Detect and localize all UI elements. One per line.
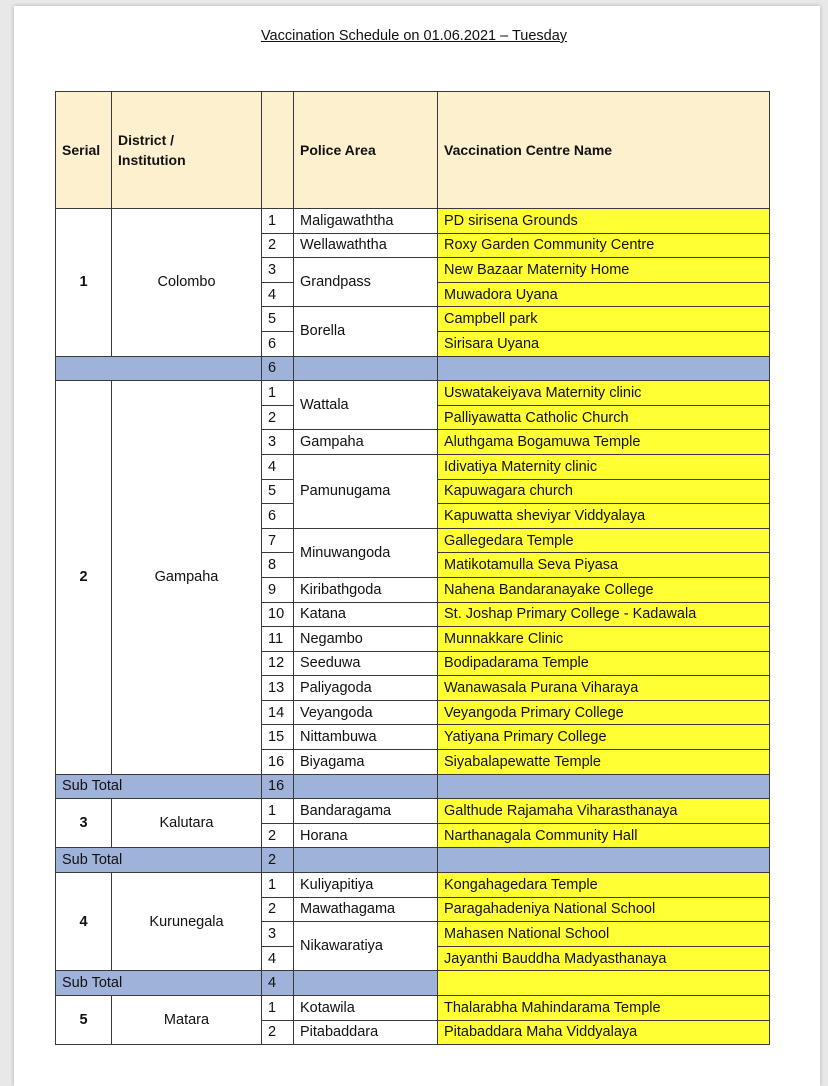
subtotal-count: 6 xyxy=(262,356,294,381)
police-area-cell: Pamunugama xyxy=(294,454,438,528)
serial-cell: 4 xyxy=(56,873,112,971)
row-number: 16 xyxy=(262,750,294,775)
centre-name-cell: Muwadora Uyana xyxy=(438,282,770,307)
serial-cell: 3 xyxy=(56,799,112,848)
subtotal-label: Sub Total xyxy=(56,971,262,996)
page-title: Vaccination Schedule on 01.06.2021 – Tuesday xyxy=(260,28,568,44)
row-number: 13 xyxy=(262,676,294,701)
subtotal-label: Sub Total xyxy=(56,774,262,799)
centre-name-cell: Roxy Garden Community Centre xyxy=(438,233,770,258)
police-area-cell: Wellawaththa xyxy=(294,233,438,258)
subtotal-label: Sub Total xyxy=(56,848,262,873)
district-cell: Matara xyxy=(112,996,262,1045)
police-area-cell: Biyagama xyxy=(294,750,438,775)
table-row xyxy=(56,799,770,824)
subtotal-blank xyxy=(438,971,770,996)
row-number: 4 xyxy=(262,282,294,307)
row-number: 7 xyxy=(262,528,294,553)
row-number: 6 xyxy=(262,504,294,529)
centre-name-cell: Jayanthi Bauddha Madyasthanaya xyxy=(438,946,770,971)
subtotal-row xyxy=(56,774,770,799)
row-number: 9 xyxy=(262,577,294,602)
row-number: 2 xyxy=(262,823,294,848)
centre-name-cell: Mahasen National School xyxy=(438,922,770,947)
centre-name-cell: Aluthgama Bogamuwa Temple xyxy=(438,430,770,455)
subtotal-label xyxy=(56,356,262,381)
header-district xyxy=(112,92,262,209)
header-district-line2: Institution xyxy=(118,152,186,168)
police-area-cell: Bandaragama xyxy=(294,799,438,824)
centre-name-cell: Munnakkare Clinic xyxy=(438,627,770,652)
subtotal-row xyxy=(56,971,770,996)
header-centre-name: Vaccination Centre Name xyxy=(438,92,770,209)
centre-name-cell: Bodipadarama Temple xyxy=(438,651,770,676)
police-area-cell: Kiribathgoda xyxy=(294,577,438,602)
police-area-cell: Maligawaththa xyxy=(294,209,438,234)
police-area-cell: Veyangoda xyxy=(294,700,438,725)
police-area-cell: Nittambuwa xyxy=(294,725,438,750)
police-area-cell: Negambo xyxy=(294,627,438,652)
table-row xyxy=(56,209,770,234)
serial-cell: 2 xyxy=(56,381,112,775)
district-cell: Colombo xyxy=(112,209,262,357)
header-serial: Serial xyxy=(56,92,112,209)
district-cell: Kalutara xyxy=(112,799,262,848)
police-area-cell: Kuliyapitiya xyxy=(294,873,438,898)
police-area-cell: Seeduwa xyxy=(294,651,438,676)
subtotal-blank xyxy=(294,356,438,381)
row-number: 12 xyxy=(262,651,294,676)
row-number: 1 xyxy=(262,799,294,824)
subtotal-blank xyxy=(294,971,438,996)
centre-name-cell: Matikotamulla Seva Piyasa xyxy=(438,553,770,578)
subtotal-blank xyxy=(294,848,438,873)
row-number: 5 xyxy=(262,479,294,504)
centre-name-cell: Narthanagala Community Hall xyxy=(438,823,770,848)
police-area-cell: Wattala xyxy=(294,381,438,430)
police-area-cell: Pitabaddara xyxy=(294,1020,438,1045)
centre-name-cell: Gallegedara Temple xyxy=(438,528,770,553)
row-number: 1 xyxy=(262,381,294,406)
police-area-cell: Kotawila xyxy=(294,996,438,1021)
police-area-cell: Grandpass xyxy=(294,258,438,307)
police-area-cell: Gampaha xyxy=(294,430,438,455)
serial-cell: 5 xyxy=(56,996,112,1045)
serial-cell: 1 xyxy=(56,209,112,357)
subtotal-row xyxy=(56,356,770,381)
centre-name-cell: Uswatakeiyava Maternity clinic xyxy=(438,381,770,406)
row-number: 3 xyxy=(262,258,294,283)
row-number: 15 xyxy=(262,725,294,750)
centre-name-cell: St. Joshap Primary College - Kadawala xyxy=(438,602,770,627)
district-cell: Kurunegala xyxy=(112,873,262,971)
row-number: 10 xyxy=(262,602,294,627)
subtotal-count: 2 xyxy=(262,848,294,873)
subtotal-blank xyxy=(294,774,438,799)
centre-name-cell: Siyabalapewatte Temple xyxy=(438,750,770,775)
police-area-cell: Minuwangoda xyxy=(294,528,438,577)
subtotal-count: 16 xyxy=(262,774,294,799)
row-number: 2 xyxy=(262,233,294,258)
subtotal-row xyxy=(56,848,770,873)
subtotal-count: 4 xyxy=(262,971,294,996)
centre-name-cell: Yatiyana Primary College xyxy=(438,725,770,750)
centre-name-cell: Thalarabha Mahindarama Temple xyxy=(438,996,770,1021)
table-row xyxy=(56,873,770,898)
schedule-table xyxy=(55,91,770,1045)
header-district-line1: District / xyxy=(118,132,175,148)
row-number: 8 xyxy=(262,553,294,578)
centre-name-cell: Pitabaddara Maha Viddyalaya xyxy=(438,1020,770,1045)
row-number: 2 xyxy=(262,1020,294,1045)
row-number: 4 xyxy=(262,946,294,971)
table-row xyxy=(56,381,770,406)
row-number: 2 xyxy=(262,405,294,430)
centre-name-cell: Wanawasala Purana Viharaya xyxy=(438,676,770,701)
centre-name-cell: Sirisara Uyana xyxy=(438,331,770,356)
centre-name-cell: Nahena Bandaranayake College xyxy=(438,577,770,602)
centre-name-cell: Idivatiya Maternity clinic xyxy=(438,454,770,479)
row-number: 11 xyxy=(262,627,294,652)
centre-name-cell: Kapuwatta sheviyar Viddyalaya xyxy=(438,504,770,529)
row-number: 6 xyxy=(262,331,294,356)
row-number: 3 xyxy=(262,430,294,455)
row-number: 3 xyxy=(262,922,294,947)
centre-name-cell: Veyangoda Primary College xyxy=(438,700,770,725)
subtotal-blank xyxy=(438,774,770,799)
header-number xyxy=(262,92,294,209)
centre-name-cell: Kongahagedara Temple xyxy=(438,873,770,898)
district-cell: Gampaha xyxy=(112,381,262,775)
centre-name-cell: Palliyawatta Catholic Church xyxy=(438,405,770,430)
row-number: 1 xyxy=(262,209,294,234)
subtotal-blank xyxy=(438,848,770,873)
centre-name-cell: Campbell park xyxy=(438,307,770,332)
row-number: 1 xyxy=(262,873,294,898)
row-number: 4 xyxy=(262,454,294,479)
centre-name-cell: New Bazaar Maternity Home xyxy=(438,258,770,283)
row-number: 5 xyxy=(262,307,294,332)
subtotal-blank xyxy=(438,356,770,381)
police-area-cell: Borella xyxy=(294,307,438,356)
header-row xyxy=(56,92,770,209)
police-area-cell: Mawathagama xyxy=(294,897,438,922)
centre-name-cell: Galthude Rajamaha Viharasthanaya xyxy=(438,799,770,824)
centre-name-cell: PD sirisena Grounds xyxy=(438,209,770,234)
police-area-cell: Nikawaratiya xyxy=(294,922,438,971)
centre-name-cell: Paragahadeniya National School xyxy=(438,897,770,922)
centre-name-cell: Kapuwagara church xyxy=(438,479,770,504)
police-area-cell: Horana xyxy=(294,823,438,848)
police-area-cell: Katana xyxy=(294,602,438,627)
row-number: 2 xyxy=(262,897,294,922)
header-police-area: Police Area xyxy=(294,92,438,209)
row-number: 14 xyxy=(262,700,294,725)
row-number: 1 xyxy=(262,996,294,1021)
table-row xyxy=(56,996,770,1021)
police-area-cell: Paliyagoda xyxy=(294,676,438,701)
